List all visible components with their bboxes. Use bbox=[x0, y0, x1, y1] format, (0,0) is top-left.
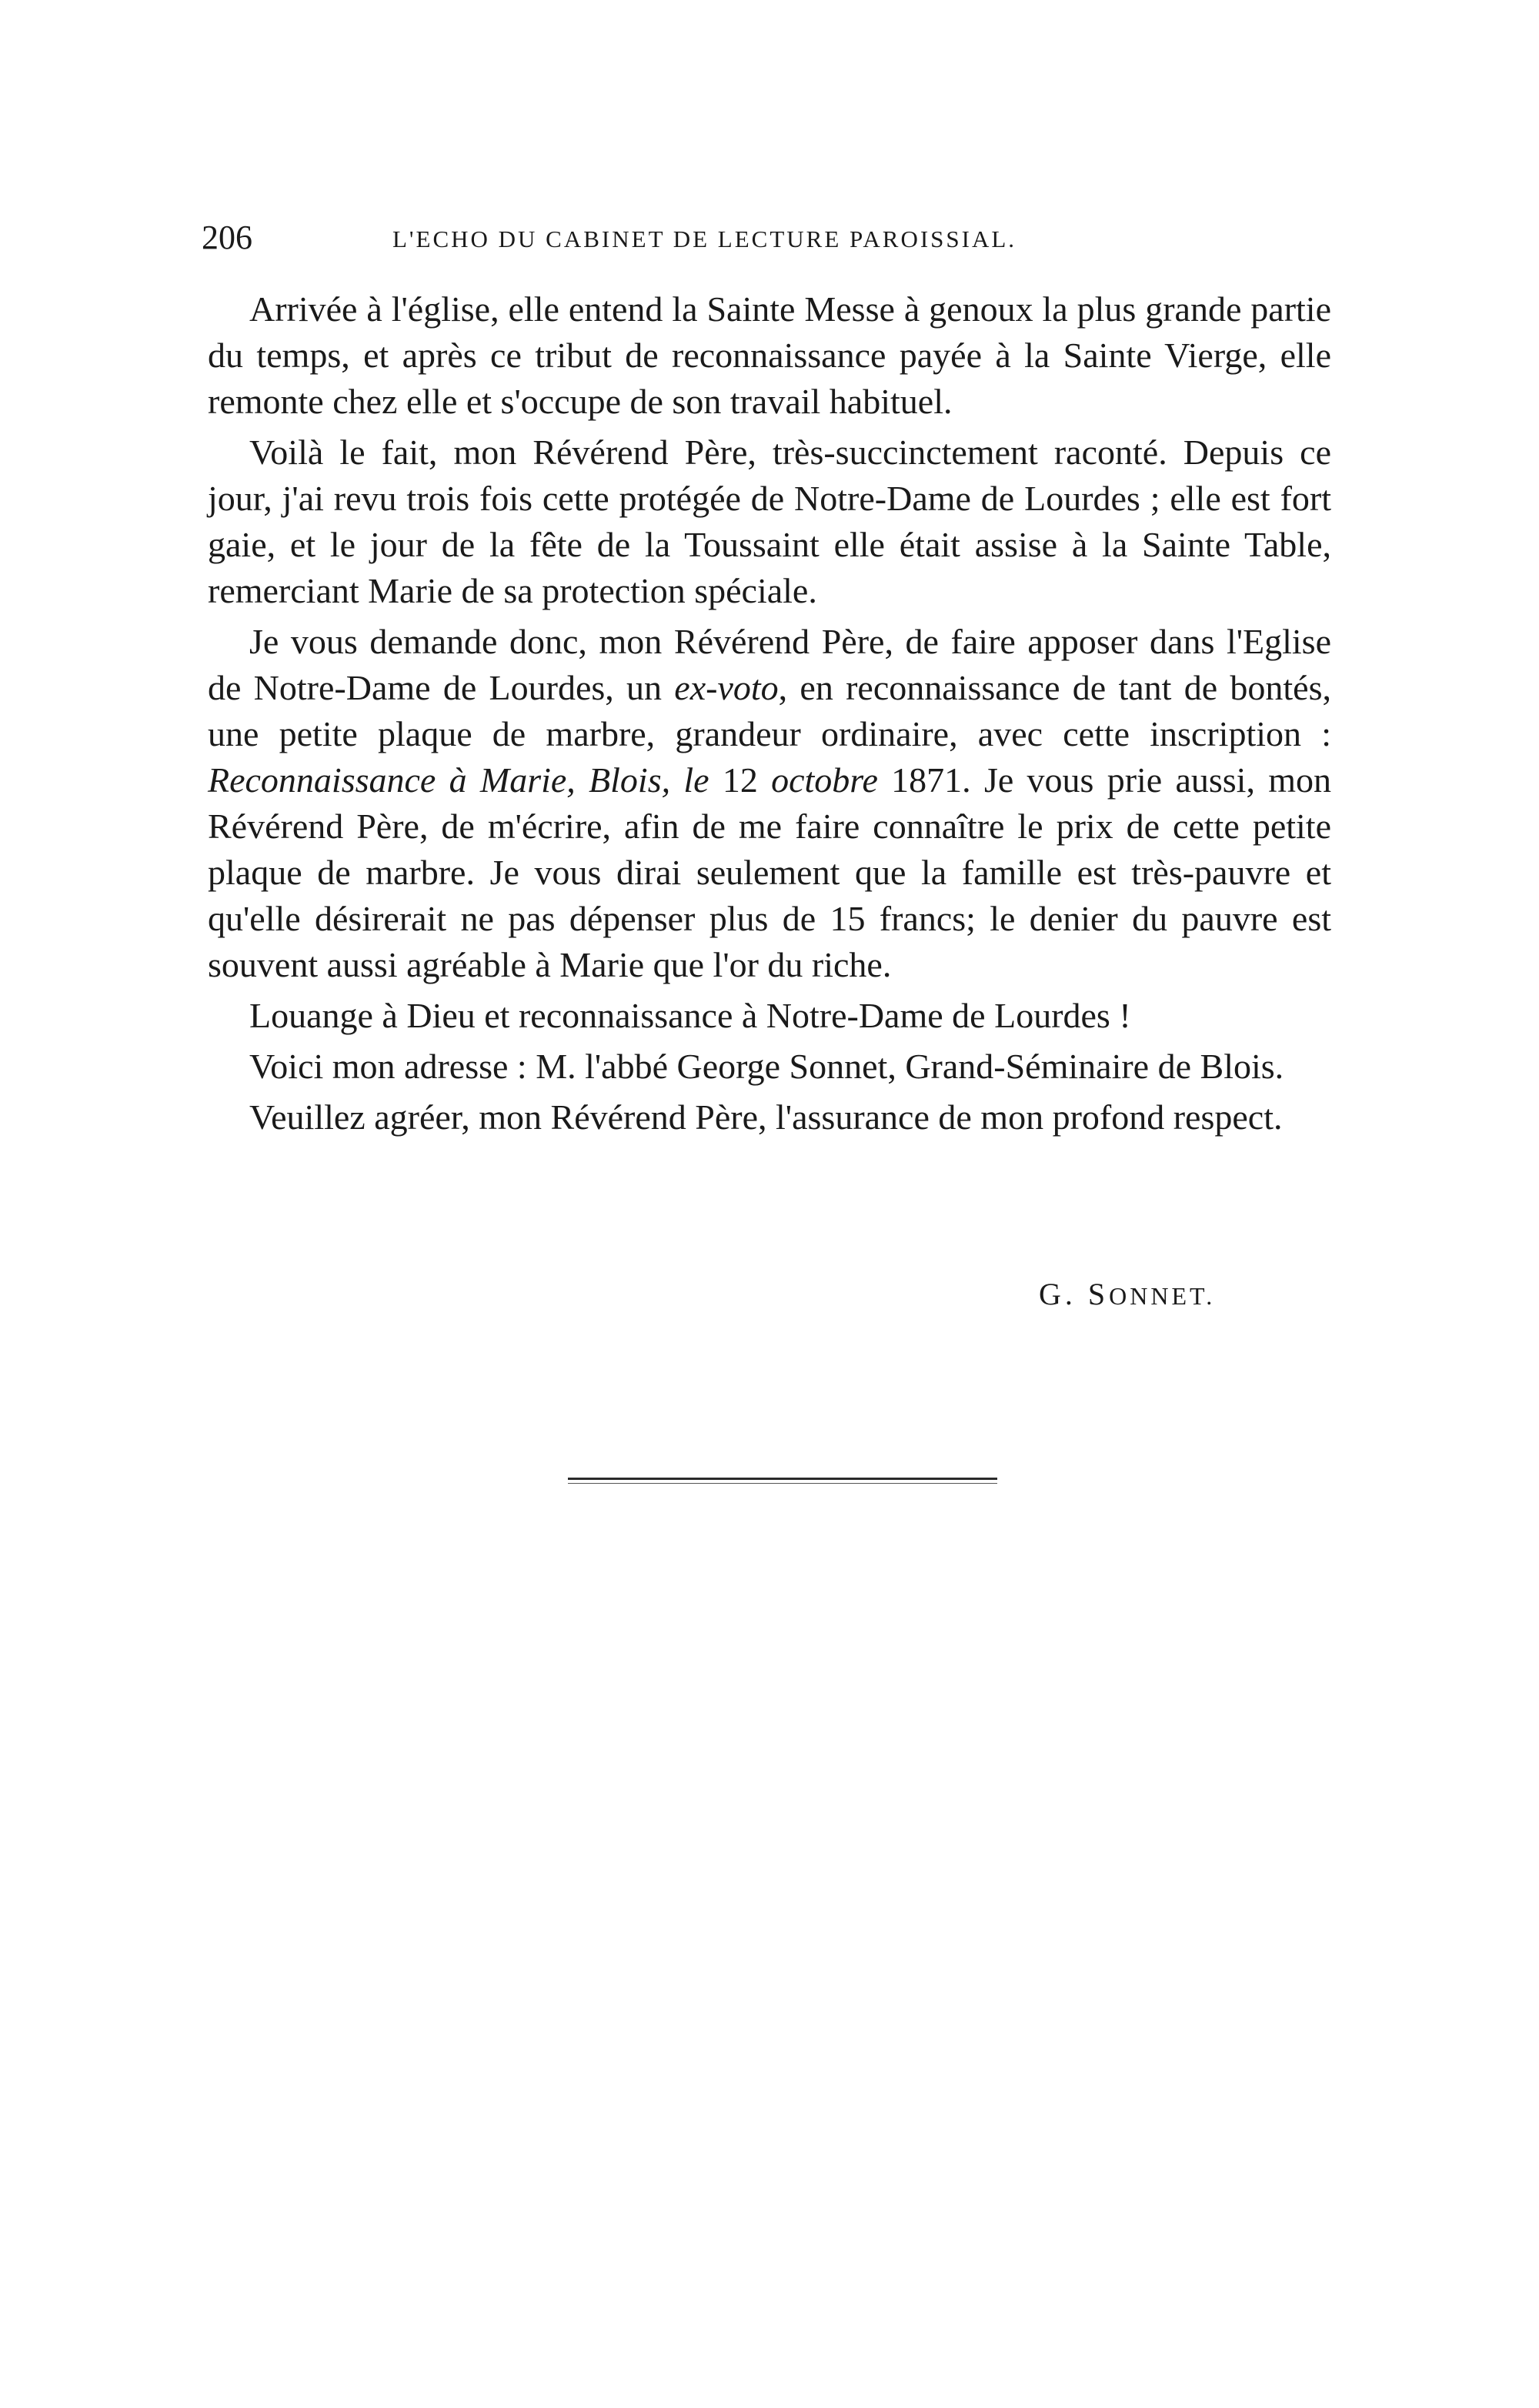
signature bbox=[1039, 1276, 1215, 1312]
running-head bbox=[202, 218, 1325, 264]
paragraph-fact: Voilà le fait, mon Révérend Père, très-succinctement raconté. Depuis ce jour, j'ai revu trois fois cette protégée de Notre-Dame de Lourdes ; elle est fort gaie, et le jour de la fête de la Toussaint elle était assise à la Sainte Table, remerciant Marie de sa protection spéciale. bbox=[208, 433, 1331, 610]
signature-surname: ONNET. bbox=[1109, 1282, 1216, 1310]
paragraph-praise: Louange à Dieu et reconnaissance à Notre-Dame de Lourdes ! bbox=[249, 996, 1131, 1035]
end-rule bbox=[568, 1478, 997, 1480]
request-text-2: , en reconnaissance de tant de bontés, une petite plaque de marbre, grandeur ordinaire, avec cette inscription : bbox=[208, 668, 1331, 753]
paragraph-request bbox=[208, 619, 1331, 988]
request-text-1: Je vous demande donc, mon Révérend Père, de faire apposer dans l'Eglise de Notre-Dame de Lourdes, un bbox=[208, 622, 1331, 707]
inscription-month: octobre bbox=[771, 760, 878, 800]
paragraph-closing: Veuillez agréer, mon Révérend Père, l'assurance de mon profond respect. bbox=[249, 1097, 1283, 1137]
paragraph-address: Voici mon adresse : M. l'abbé George Sonnet, Grand-Séminaire de Blois. bbox=[249, 1047, 1284, 1086]
inscription-text: Reconnaissance à Marie, Blois, le bbox=[208, 760, 709, 800]
inscription-day: 12 bbox=[709, 760, 772, 800]
running-title: L'ECHO DU CABINET DE LECTURE PAROISSIAL. bbox=[392, 225, 1017, 252]
end-rule-thin bbox=[568, 1483, 997, 1484]
request-text-3: 1871. Je vous prie aussi, mon Révérend Père, de m'écrire, afin de me faire connaître le prix de cette petite plaque de marbre. Je vous dirai seulement que la famille est très-pauvre et qu'elle désirerait ne pas dépenser plus de 15 francs; le denier du pauvre est souvent aussi agréable à Marie que l'or du riche. bbox=[208, 760, 1332, 984]
letter-body bbox=[208, 286, 1331, 1145]
ex-voto-term: ex-voto bbox=[674, 668, 779, 707]
page-number: 206 bbox=[202, 219, 252, 256]
paragraph-arrival: Arrivée à l'église, elle entend la Sainte Messe à genoux la plus grande partie du temps, et après ce tribut de reconnaissance payée à la Sainte Vierge, elle remonte chez elle et s'occupe de son travail habituel. bbox=[208, 289, 1331, 421]
signature-initial: G. S bbox=[1039, 1277, 1110, 1311]
